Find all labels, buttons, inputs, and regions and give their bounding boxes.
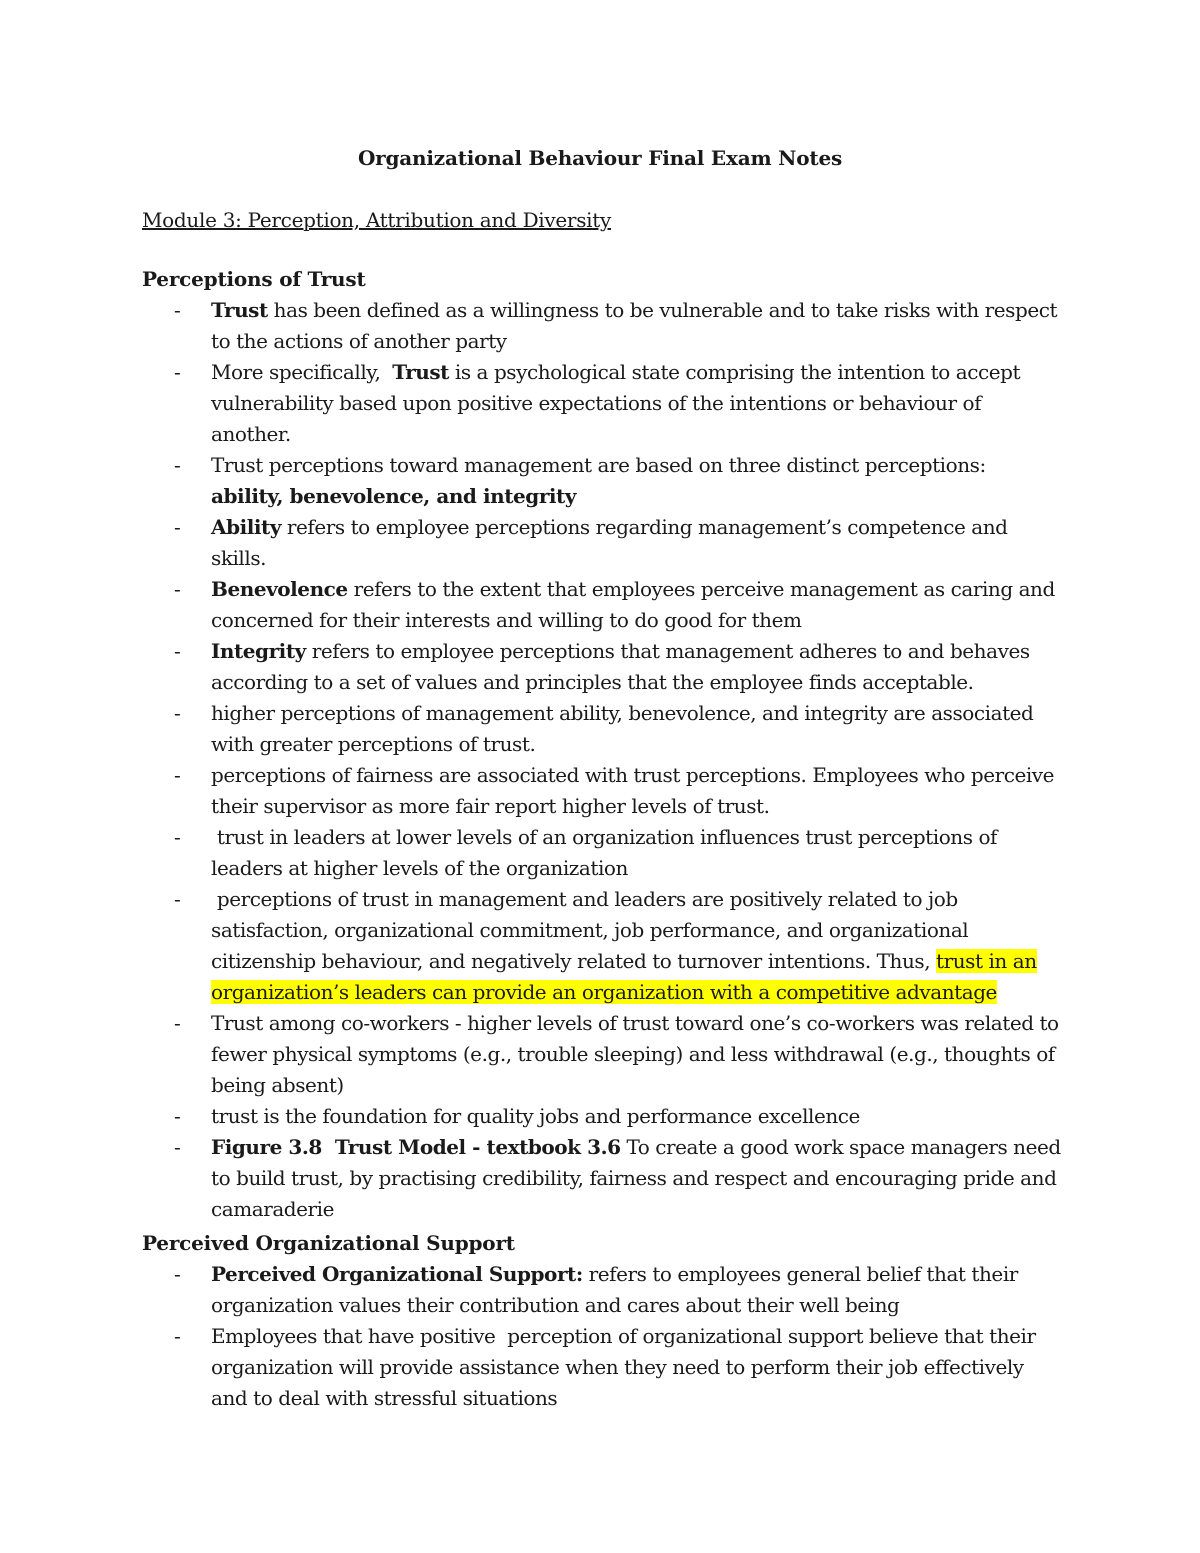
bullet-text: is a psychological state comprising the intention to accept vulnerability based upon positive expectations of the intentions or behaviour of another. xyxy=(211,360,1021,446)
bullet-text: refers to employee perceptions regarding management’s competence and skills. xyxy=(211,515,1008,570)
bullet-dash: - xyxy=(174,639,181,663)
list-item xyxy=(142,512,1062,574)
bullet-text: Trust among co-workers - higher levels of trust toward one’s co-workers was related to fewer physical symptoms (e.g., trouble sleeping) and less withdrawal (e.g., thoughts of being absent) xyxy=(211,1011,1059,1097)
list-item xyxy=(142,1321,1062,1414)
list-item xyxy=(142,574,1062,636)
bullet-dash: - xyxy=(174,1011,181,1035)
section-heading: Perceived Organizational Support xyxy=(142,1231,515,1255)
bullet-text: trust is the foundation for quality jobs and performance excellence xyxy=(211,1104,860,1128)
bold-term: Ability xyxy=(211,515,282,539)
bullet-dash: - xyxy=(174,1135,181,1159)
bullet-text: trust in leaders at lower levels of an organization influences trust perceptions of leaders at higher levels of the organization xyxy=(211,825,1003,880)
list-item xyxy=(142,822,1062,884)
bullet-text: To create a good work space managers need to build trust, by practising credibility, fairness and respect and encouraging pride and camaraderie xyxy=(211,1135,1061,1221)
list-item xyxy=(142,698,1062,760)
list-item xyxy=(142,1008,1062,1101)
list-item xyxy=(142,1132,1062,1225)
bullet-list xyxy=(142,1259,1062,1414)
list-item xyxy=(142,450,1062,512)
bullet-dash: - xyxy=(174,577,181,601)
bold-term: Trust xyxy=(211,298,268,322)
bold-term: Figure 3.8 Trust Model - textbook 3.6 xyxy=(211,1135,621,1159)
bullet-dash: - xyxy=(174,701,181,725)
bullet-dash: - xyxy=(174,515,181,539)
bullet-dash: - xyxy=(174,360,181,384)
bullet-text: Employees that have positive perception of organizational support believe that their organization will provide assistance when they need to perform their job effectively and to deal with stressful situations xyxy=(211,1324,1042,1410)
bullet-dash: - xyxy=(174,1324,181,1348)
highlighted-text: trust in an organization’s leaders can provide an organization with a competitive advantage xyxy=(211,949,1037,1004)
document-title: Organizational Behaviour Final Exam Notes xyxy=(357,146,843,170)
bullet-text: refers to the extent that employees perceive management as caring and concerned for their interests and willing to do good for them xyxy=(211,577,1055,632)
bold-term: Trust xyxy=(392,360,449,384)
bullet-list xyxy=(142,295,1062,1225)
list-item xyxy=(142,760,1062,822)
list-item xyxy=(142,1259,1062,1321)
bullet-text: More specifically, xyxy=(211,360,393,384)
bullet-dash: - xyxy=(174,1262,181,1286)
section-perceptions-of-trust xyxy=(142,264,1062,1225)
section-heading: Perceptions of Trust xyxy=(142,267,366,291)
section-perceived-organizational-support xyxy=(142,1228,1062,1414)
bold-term: ability, benevolence, and integrity xyxy=(211,484,577,508)
bullet-text: higher perceptions of management ability, benevolence, and integrity are associated with greater perceptions of trust. xyxy=(211,701,1034,756)
bullet-text: Trust perceptions toward management are based on three distinct perceptions: xyxy=(211,453,986,477)
list-item xyxy=(142,884,1062,1008)
bullet-dash: - xyxy=(174,298,181,322)
bullet-text: refers to employee perceptions that management adheres to and behaves according to a set of values and principles that the employee finds acceptable. xyxy=(211,639,1030,694)
bullet-text: has been defined as a willingness to be vulnerable and to take risks with respect to the actions of another party xyxy=(211,298,1058,353)
bullet-text: refers to employees general belief that their organization values their contribution and cares about their well being xyxy=(211,1262,1018,1317)
bullet-dash: - xyxy=(174,763,181,787)
module-heading: Module 3: Perception, Attribution and Diversity xyxy=(142,208,611,232)
list-item xyxy=(142,357,1062,450)
bold-term: Benevolence xyxy=(211,577,348,601)
bold-term: Perceived Organizational Support: xyxy=(211,1262,583,1286)
bullet-text: perceptions of fairness are associated with trust perceptions. Employees who perceive their supervisor as more fair report higher levels of trust. xyxy=(211,763,1055,818)
bullet-text: perceptions of trust in management and leaders are positively related to job satisfaction, organizational commitment, job performance, and organizational citizenship behaviour, and negatively related to turnover intentions. Thus, xyxy=(211,887,975,973)
bullet-dash: - xyxy=(174,887,181,911)
bullet-dash: - xyxy=(174,453,181,477)
bullet-dash: - xyxy=(174,1104,181,1128)
bold-term: Integrity xyxy=(211,639,306,663)
list-item xyxy=(142,295,1062,357)
bullet-dash: - xyxy=(174,825,181,849)
list-item xyxy=(142,1101,1062,1132)
list-item xyxy=(142,636,1062,698)
